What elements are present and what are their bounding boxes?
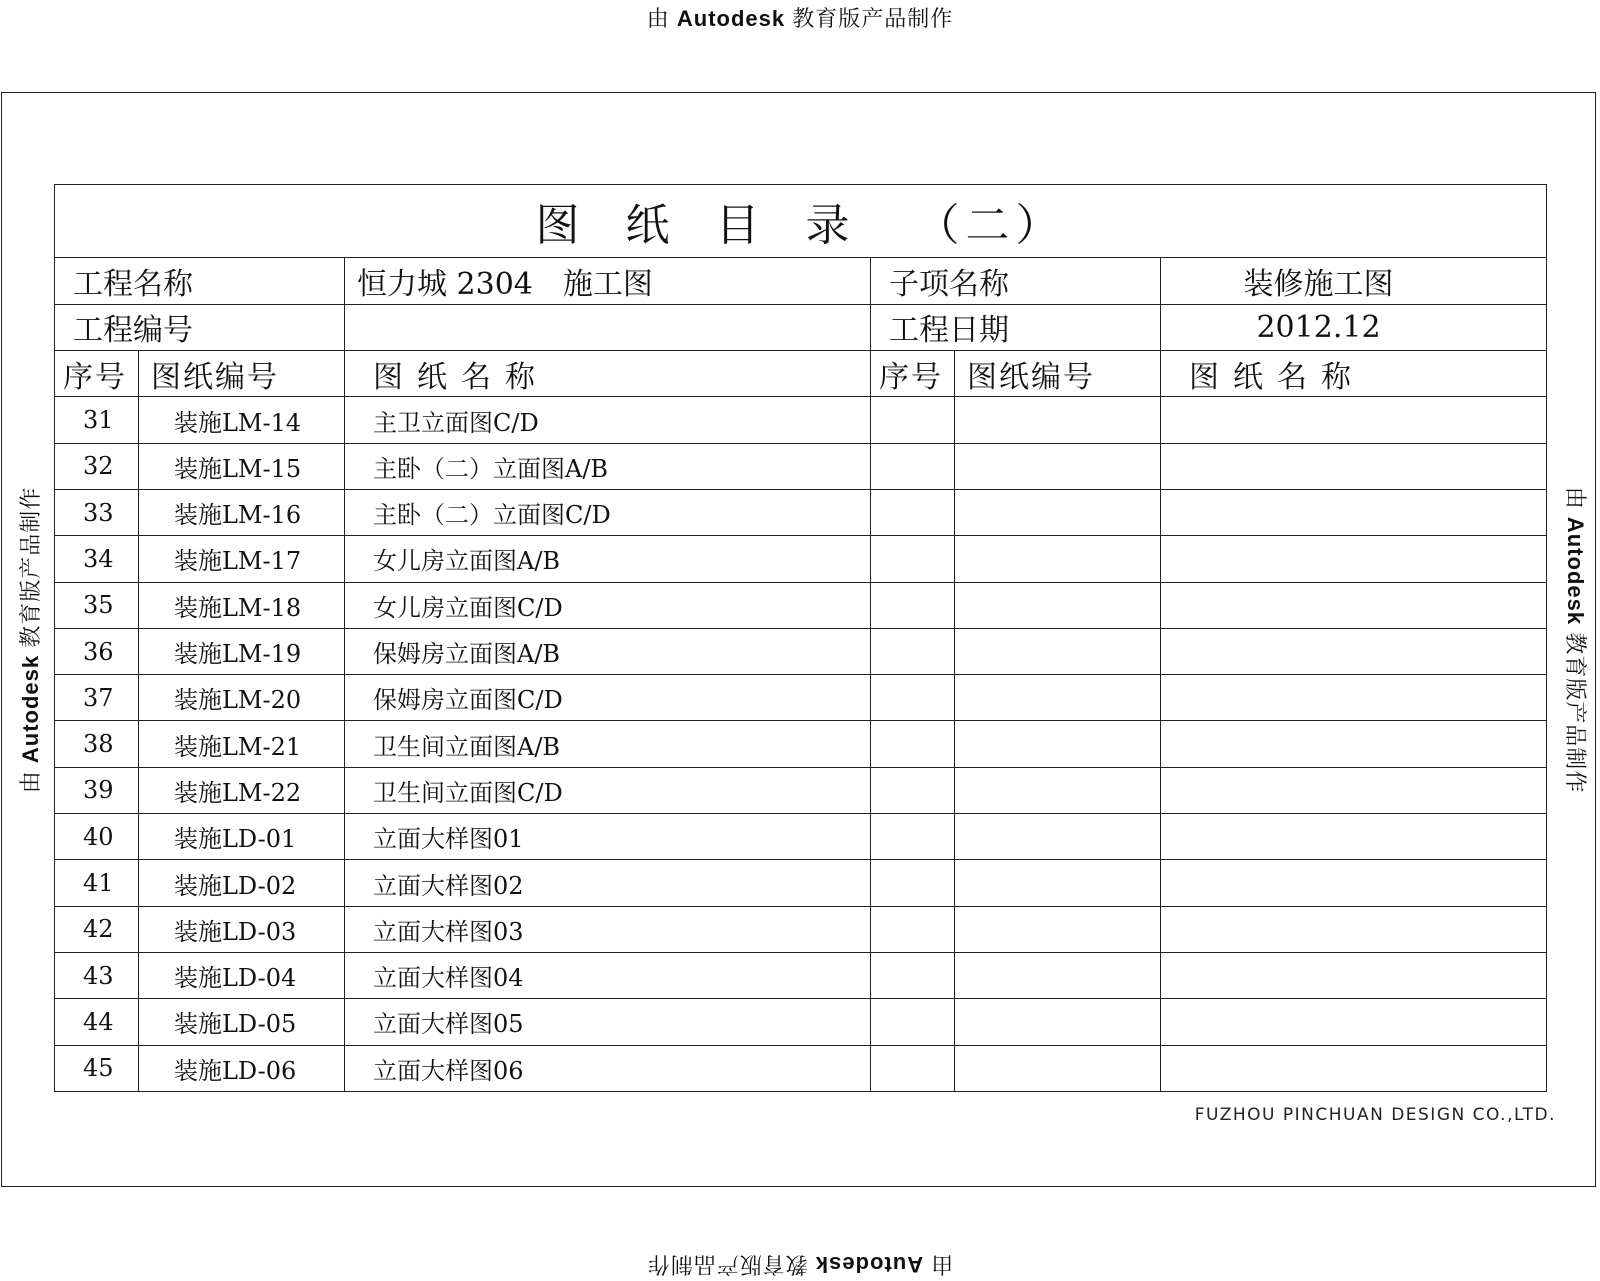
row-code: 装施LD-02 [139, 860, 345, 906]
row-no: 38 [55, 721, 139, 767]
watermark-right: 由 Autodesk 教育版产品制作 [1563, 486, 1588, 794]
row-name: 保姆房立面图A/B [345, 628, 871, 674]
table-row [55, 1045, 1547, 1091]
row-name: 立面大样图02 [345, 860, 871, 906]
row-code: 装施LD-04 [139, 952, 345, 998]
row-name-right-empty [1161, 952, 1547, 998]
column-header-row [55, 351, 1547, 397]
row-name: 保姆房立面图C/D [345, 675, 871, 721]
row-name-right-empty [1161, 1045, 1547, 1091]
table-row [55, 536, 1547, 582]
project-name-label: 工程名称 [55, 258, 345, 304]
row-no-right-empty [871, 906, 955, 952]
row-no: 40 [55, 814, 139, 860]
row-name: 立面大样图05 [345, 999, 871, 1045]
project-date-label: 工程日期 [871, 304, 1161, 350]
row-name-right-empty [1161, 860, 1547, 906]
row-code-right-empty [955, 489, 1161, 535]
row-no-right-empty [871, 443, 955, 489]
row-name: 立面大样图06 [345, 1045, 871, 1091]
row-no: 37 [55, 675, 139, 721]
row-name-right-empty [1161, 489, 1547, 535]
row-no-right-empty [871, 860, 955, 906]
row-code: 装施LD-01 [139, 814, 345, 860]
row-code: 装施LM-22 [139, 767, 345, 813]
row-code-right-empty [955, 860, 1161, 906]
row-no: 36 [55, 628, 139, 674]
row-name: 女儿房立面图A/B [345, 536, 871, 582]
table-row [55, 906, 1547, 952]
table-row [55, 582, 1547, 628]
project-no-value [345, 304, 871, 350]
sub-item-value: 装修施工图 [1161, 258, 1547, 304]
row-code: 装施LD-03 [139, 906, 345, 952]
row-no-right-empty [871, 1045, 955, 1091]
row-no: 39 [55, 767, 139, 813]
drawing-catalog-table [54, 184, 1547, 1092]
row-code-right-empty [955, 443, 1161, 489]
row-code: 装施LM-20 [139, 675, 345, 721]
row-no-right-empty [871, 489, 955, 535]
row-name: 卫生间立面图C/D [345, 767, 871, 813]
row-name-right-empty [1161, 999, 1547, 1045]
catalog-title-main: 图纸目录 [535, 200, 896, 252]
table-row [55, 628, 1547, 674]
row-no: 44 [55, 999, 139, 1045]
row-no: 34 [55, 536, 139, 582]
row-name: 立面大样图04 [345, 952, 871, 998]
row-name: 主卫立面图C/D [345, 397, 871, 443]
row-code: 装施LM-16 [139, 489, 345, 535]
project-no-label: 工程编号 [55, 304, 345, 350]
watermark-bottom: 由 Autodesk 教育版产品制作 [646, 1252, 954, 1277]
row-code-right-empty [955, 675, 1161, 721]
row-no: 32 [55, 443, 139, 489]
row-no: 41 [55, 860, 139, 906]
row-no: 33 [55, 489, 139, 535]
row-name-right-empty [1161, 443, 1547, 489]
table-row [55, 443, 1547, 489]
row-code: 装施LD-05 [139, 999, 345, 1045]
row-code-right-empty [955, 999, 1161, 1045]
row-code: 装施LM-21 [139, 721, 345, 767]
catalog-title [55, 185, 1547, 258]
row-name-right-empty [1161, 628, 1547, 674]
row-code-right-empty [955, 397, 1161, 443]
header-no-right: 序号 [871, 351, 955, 397]
row-code: 装施LM-19 [139, 628, 345, 674]
header-name: 图纸名称 [345, 351, 871, 397]
row-name-right-empty [1161, 767, 1547, 813]
row-code-right-empty [955, 906, 1161, 952]
table-row [55, 767, 1547, 813]
row-name: 主卧（二）立面图A/B [345, 443, 871, 489]
table-row [55, 397, 1547, 443]
table-row [55, 675, 1547, 721]
table-row [55, 489, 1547, 535]
row-no-right-empty [871, 675, 955, 721]
row-no: 35 [55, 582, 139, 628]
row-code: 装施LD-06 [139, 1045, 345, 1091]
row-name-right-empty [1161, 582, 1547, 628]
sub-item-label: 子项名称 [871, 258, 1161, 304]
header-code-right: 图纸编号 [955, 351, 1161, 397]
row-code-right-empty [955, 721, 1161, 767]
table-row [55, 952, 1547, 998]
row-name-right-empty [1161, 906, 1547, 952]
header-name-right: 图纸名称 [1161, 351, 1547, 397]
row-code-right-empty [955, 1045, 1161, 1091]
row-code-right-empty [955, 952, 1161, 998]
row-no-right-empty [871, 536, 955, 582]
row-no-right-empty [871, 999, 955, 1045]
row-name-right-empty [1161, 397, 1547, 443]
row-code-right-empty [955, 814, 1161, 860]
catalog-title-sub: （二） [915, 200, 1066, 252]
row-code: 装施LM-18 [139, 582, 345, 628]
row-code-right-empty [955, 767, 1161, 813]
row-no: 43 [55, 952, 139, 998]
row-name-right-empty [1161, 536, 1547, 582]
row-no-right-empty [871, 721, 955, 767]
row-no-right-empty [871, 628, 955, 674]
row-name-right-empty [1161, 721, 1547, 767]
table-row [55, 721, 1547, 767]
row-name: 立面大样图03 [345, 906, 871, 952]
row-name: 主卧（二）立面图C/D [345, 489, 871, 535]
project-date-value: 2012.12 [1161, 304, 1547, 350]
row-name: 女儿房立面图C/D [345, 582, 871, 628]
row-code: 装施LM-14 [139, 397, 345, 443]
row-code: 装施LM-15 [139, 443, 345, 489]
row-name-right-empty [1161, 814, 1547, 860]
row-no: 45 [55, 1045, 139, 1091]
row-name: 卫生间立面图A/B [345, 721, 871, 767]
watermark-left: 由 Autodesk 教育版产品制作 [18, 486, 43, 794]
table-row [55, 814, 1547, 860]
row-no-right-empty [871, 397, 955, 443]
row-code-right-empty [955, 536, 1161, 582]
header-code: 图纸编号 [139, 351, 345, 397]
table-row [55, 860, 1547, 906]
project-name-value: 恒力城 2304 施工图 [345, 258, 871, 304]
row-name-right-empty [1161, 675, 1547, 721]
row-no: 42 [55, 906, 139, 952]
row-no-right-empty [871, 814, 955, 860]
table-row [55, 999, 1547, 1045]
row-code-right-empty [955, 628, 1161, 674]
watermark-top: 由 Autodesk 教育版产品制作 [646, 6, 954, 31]
row-code: 装施LM-17 [139, 536, 345, 582]
row-name: 立面大样图01 [345, 814, 871, 860]
company-name: FUZHOU PINCHUAN DESIGN CO.,LTD. [1194, 1105, 1556, 1125]
row-no-right-empty [871, 582, 955, 628]
header-no: 序号 [55, 351, 139, 397]
row-no: 31 [55, 397, 139, 443]
row-code-right-empty [955, 582, 1161, 628]
row-no-right-empty [871, 952, 955, 998]
row-no-right-empty [871, 767, 955, 813]
